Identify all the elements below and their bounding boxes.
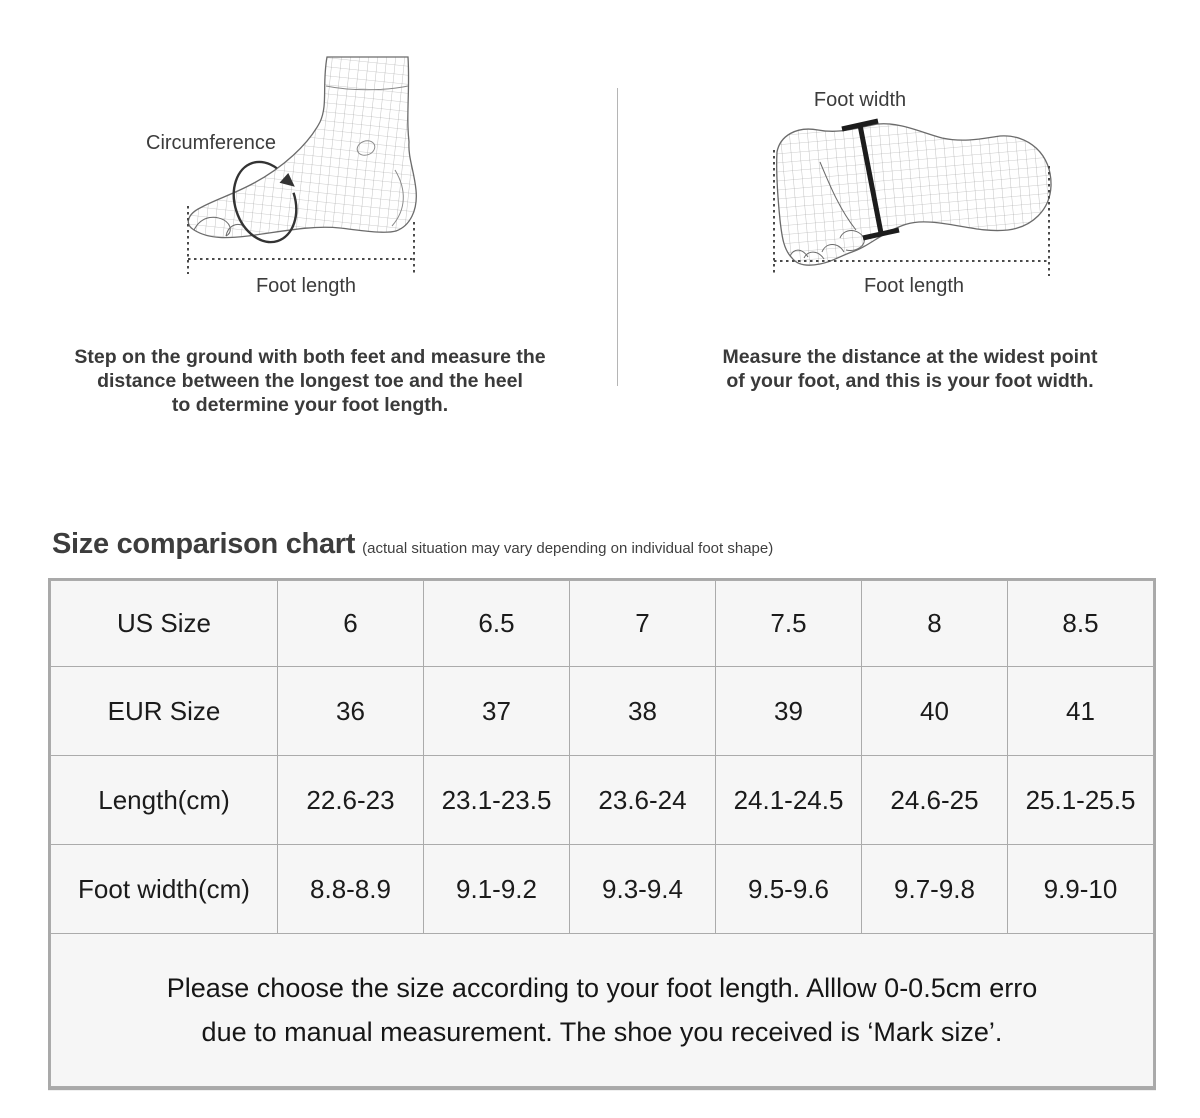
instruction-line: distance between the longest toe and the heel [97,370,523,392]
size-cell: 7 [570,581,716,667]
foot-length-label-right: Foot length [863,275,965,297]
foot-length-label-left: Foot length [255,275,357,297]
size-cell: 6.5 [424,581,570,667]
table-row-foot-width-cm [51,845,1154,934]
size-cell: 24.1-24.5 [716,756,862,845]
size-chart-title: Size comparison chart [52,528,356,560]
table-row-eur-size [51,667,1154,756]
row-header-length-cm: Length(cm) [51,756,278,845]
size-chart-heading [52,528,773,561]
note-line: due to manual measurement. The shoe you received is ‘Mark size’. [201,1017,1003,1047]
instruction-line: Step on the ground with both feet and measure the [74,346,546,368]
foot-width-label: Foot width [813,89,907,111]
size-cell: 9.7-9.8 [862,845,1008,934]
foot-mesh-drawing [777,124,1051,265]
size-cell: 22.6-23 [278,756,424,845]
section-divider [617,88,618,386]
table-row-note [51,934,1154,1087]
note-line: Please choose the size according to your foot length. Alllow 0-0.5cm erro [166,973,1038,1003]
row-header-eur-size: EUR Size [51,667,278,756]
table-row-length-cm [51,756,1154,845]
size-cell: 8.8-8.9 [278,845,424,934]
size-note [51,934,1154,1087]
size-cell: 23.6-24 [570,756,716,845]
size-cell: 9.3-9.4 [570,845,716,934]
row-header-foot-width-cm: Foot width(cm) [51,845,278,934]
size-cell: 8 [862,581,1008,667]
size-cell: 24.6-25 [862,756,1008,845]
foot-length-instruction [60,345,560,417]
size-chart-subtitle: (actual situation may vary depending on individual foot shape) [362,540,774,557]
circumference-label: Circumference [146,132,277,154]
size-cell: 39 [716,667,862,756]
table-row-us-size [51,581,1154,667]
size-cell: 9.5-9.6 [716,845,862,934]
size-cell: 25.1-25.5 [1008,756,1154,845]
size-cell: 41 [1008,667,1154,756]
foot-top-view-diagram [760,110,1060,285]
size-cell: 9.9-10 [1008,845,1154,934]
size-cell: 8.5 [1008,581,1154,667]
instruction-line: Measure the distance at the widest point [722,346,1098,368]
size-cell: 38 [570,667,716,756]
instruction-line: to determine your foot length. [171,394,449,416]
size-cell: 9.1-9.2 [424,845,570,934]
size-cell: 40 [862,667,1008,756]
size-cell: 7.5 [716,581,862,667]
foot-side-view-diagram [170,50,440,285]
size-comparison-table [48,578,1156,1090]
size-cell: 6 [278,581,424,667]
instruction-line: of your foot, and this is your foot width. [726,370,1094,392]
size-cell: 37 [424,667,570,756]
size-cell: 23.1-23.5 [424,756,570,845]
foot-width-instruction [710,345,1110,393]
row-header-us-size: US Size [51,581,278,667]
size-cell: 36 [278,667,424,756]
